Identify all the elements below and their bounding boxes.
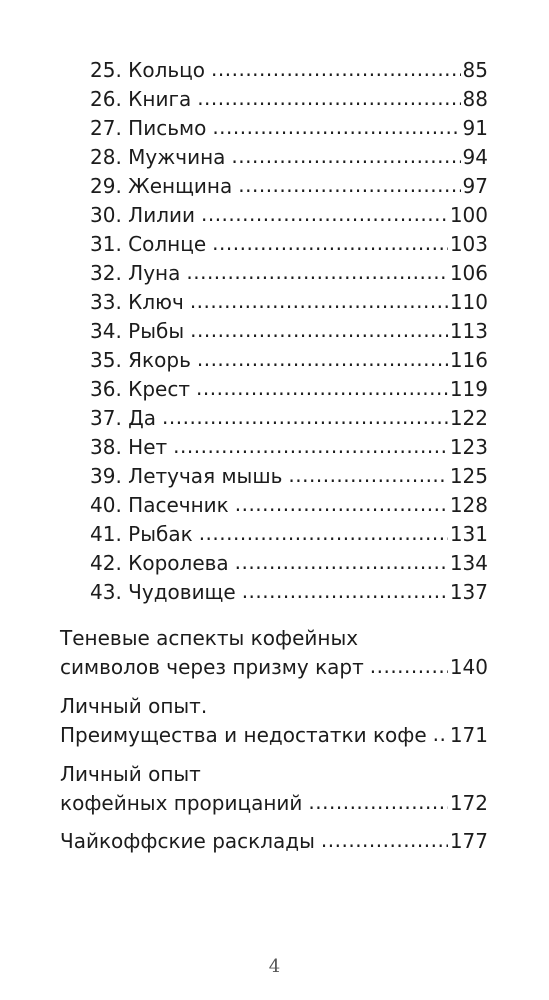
dot-leader	[190, 316, 448, 344]
dot-leader	[190, 287, 448, 315]
toc-entry-page: 106	[449, 261, 488, 285]
toc-entry-title: 38. Нет	[90, 435, 168, 459]
toc-main-entry-page: 177	[449, 829, 488, 853]
toc-entry-page: 113	[449, 319, 488, 343]
toc-entry-title: 42. Королева	[90, 551, 229, 575]
toc-entry-title: 39. Летучая мышь	[90, 464, 283, 488]
dot-leader	[212, 229, 448, 257]
toc-main-entry-title-line2: кофейных прорицаний	[60, 791, 303, 815]
dot-leader	[211, 55, 461, 83]
dot-leader	[201, 200, 448, 228]
toc-entry-page: 91	[462, 116, 488, 140]
toc-entry-page: 131	[449, 522, 488, 546]
dot-leader	[235, 548, 448, 576]
toc-main-entry	[60, 789, 488, 817]
toc-entry	[90, 85, 488, 113]
toc-entry	[90, 578, 488, 606]
toc-entry-page: 123	[449, 435, 488, 459]
toc-entry-page: 137	[449, 580, 488, 604]
toc-entry	[90, 201, 488, 229]
page-number: 4	[268, 956, 281, 977]
toc-main-entry-page: 172	[449, 791, 488, 815]
toc-entry	[90, 172, 488, 200]
dot-leader	[162, 403, 448, 431]
toc-main-entry-title-line1: Личный опыт.	[60, 694, 208, 718]
dot-leader	[242, 577, 448, 605]
toc-entry	[90, 288, 488, 316]
toc-entry-page: 97	[462, 174, 488, 198]
dot-leader	[370, 652, 448, 680]
dot-leader	[186, 258, 447, 286]
toc-entry	[90, 433, 488, 461]
toc-entry-page: 88	[462, 87, 488, 111]
toc-main-entry	[60, 653, 488, 681]
toc-entry-title: 31. Солнце	[90, 232, 207, 256]
dot-leader	[212, 113, 460, 141]
dot-leader	[321, 826, 448, 854]
dot-leader	[199, 519, 448, 547]
toc-main-entry-title-line2: Преимущества и недостатки кофе	[60, 723, 427, 747]
toc-main-entry-title-line1: Личный опыт	[60, 762, 201, 786]
toc-entry-title: 43. Чудовище	[90, 580, 236, 604]
toc-main-entry	[60, 827, 488, 855]
toc-main-entry-title-line2: символов через призму карт	[60, 655, 364, 679]
toc-entry-page: 100	[449, 203, 488, 227]
toc-entry	[90, 317, 488, 345]
toc-entry-page: 128	[449, 493, 488, 517]
toc-entry-title: 34. Рыбы	[90, 319, 185, 343]
dot-leader	[197, 345, 448, 373]
toc-entry-title: 28. Мужчина	[90, 145, 226, 169]
toc-entry-page: 134	[449, 551, 488, 575]
toc-entry	[90, 259, 488, 287]
toc-entry-page: 119	[449, 377, 488, 401]
toc-entry-page: 116	[449, 348, 488, 372]
toc-entry-page: 122	[449, 406, 488, 430]
toc-entry-title: 40. Пасечник	[90, 493, 229, 517]
dot-leader	[197, 84, 460, 112]
toc-entry	[90, 56, 488, 84]
toc-entry-title: 32. Луна	[90, 261, 181, 285]
toc-entry-title: 25. Кольцо	[90, 58, 206, 82]
toc-entry-page: 125	[449, 464, 488, 488]
toc-main-entry-title-line1: Теневые аспекты кофейных	[60, 626, 359, 650]
toc-entry	[90, 404, 488, 432]
dot-leader	[173, 432, 448, 460]
toc-main-entry-page: 171	[449, 723, 488, 747]
dot-leader	[308, 788, 447, 816]
toc-entry	[90, 549, 488, 577]
toc-entry-title: 26. Книга	[90, 87, 192, 111]
toc-entry-title: 36. Крест	[90, 377, 191, 401]
toc-entry-page: 85	[462, 58, 488, 82]
toc-entry-title: 33. Ключ	[90, 290, 184, 314]
toc-entry-title: 30. Лилии	[90, 203, 195, 227]
toc-entry	[90, 346, 488, 374]
toc-entry	[90, 491, 488, 519]
dot-leader	[196, 374, 448, 402]
toc-main-entry-page: 140	[449, 655, 488, 679]
dot-leader	[288, 461, 447, 489]
toc-entry-title: 41. Рыбак	[90, 522, 193, 546]
toc-entry	[90, 143, 488, 171]
toc-entry-page: 103	[449, 232, 488, 256]
toc-entry	[90, 462, 488, 490]
toc-entry	[90, 520, 488, 548]
dot-leader	[235, 490, 448, 518]
toc-main-entry-title-line2: Чайкоффские расклады	[60, 829, 315, 853]
toc-entry-page: 110	[449, 290, 488, 314]
toc-entry-title: 27. Письмо	[90, 116, 207, 140]
toc-entry-title: 35. Якорь	[90, 348, 191, 372]
toc-entry	[90, 114, 488, 142]
dot-leader	[238, 171, 460, 199]
dot-leader	[433, 720, 448, 748]
toc-entry	[90, 375, 488, 403]
toc-entry-title: 29. Женщина	[90, 174, 233, 198]
toc-main-entry	[60, 721, 488, 749]
toc-entry-title: 37. Да	[90, 406, 157, 430]
toc-entry	[90, 230, 488, 258]
dot-leader	[231, 142, 460, 170]
toc-entry-page: 94	[462, 145, 488, 169]
